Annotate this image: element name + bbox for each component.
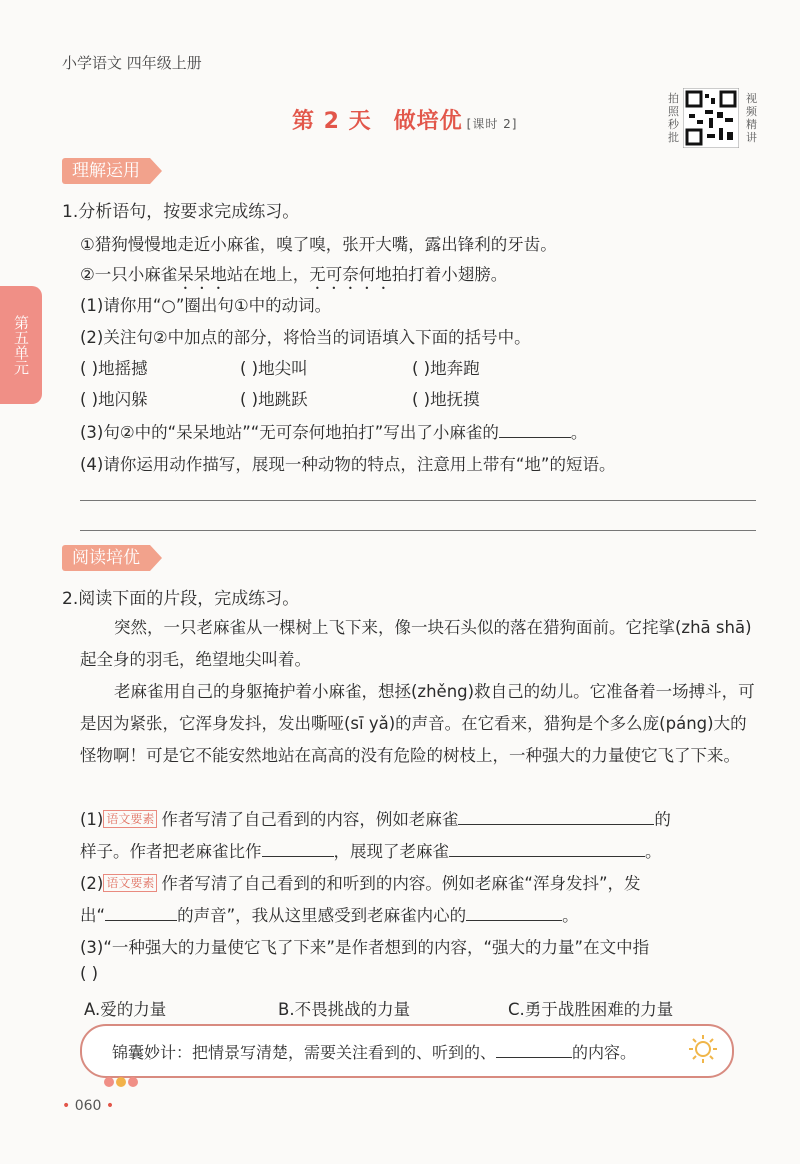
- word-row-1c[interactable]: ( )地奔跑: [412, 359, 480, 378]
- s2-mid: 站在地上，: [226, 265, 310, 284]
- passage-para-2: 老麻雀用自己的身躯掩护着小麻雀，想拯(zhěng)救自己的幼儿。它准备着一场搏斗，可是因为紧张，它浑身发抖，发出嘶哑(sī yǎ)的声音。在它看来，猎狗是个多么庞(páng)大的怪物啊！可是它不能安然地站在高高的没有危险的树枝上，一种强大的力量使它飞了下来。: [80, 682, 755, 765]
- q2-sub-2: [80, 870, 641, 894]
- tip-text: [112, 1040, 636, 1063]
- option-b[interactable]: B.不畏挑战的力量: [278, 1000, 411, 1019]
- sub2-text-c: 的声音”，我从这里感受到老麻雀内心的: [177, 906, 467, 925]
- tip-pre: 锦囊妙计：把情景写清楚，需要关注看到的、听到的、: [112, 1043, 497, 1062]
- p3-end: 。: [570, 423, 588, 442]
- answer-blank[interactable]: [499, 421, 571, 438]
- word-row-1b[interactable]: ( )地尖叫: [240, 359, 308, 378]
- word-row-2a[interactable]: ( )地闪躲: [80, 390, 148, 409]
- s2-dotted-2: 无可奈何地: [309, 265, 392, 284]
- qr-left-caption: 拍照秒批: [668, 92, 679, 144]
- sub2-text-d: 。: [562, 906, 579, 925]
- q2-sub-3-paren[interactable]: ( ): [80, 964, 99, 983]
- sub1-text-c: 样子。作者把老麻雀比作: [80, 842, 262, 861]
- s2-pre: ②一只小麻雀: [80, 265, 178, 284]
- answer-blank[interactable]: [449, 840, 645, 857]
- q1-sentence-2: [80, 261, 507, 293]
- page-title: [292, 104, 517, 135]
- q1-stem: 1.分析语句，按要求完成练习。: [62, 202, 300, 222]
- decor-dots: [104, 1072, 140, 1091]
- q2-stem: 2.阅读下面的片段，完成练习。: [62, 589, 300, 609]
- sub1-text-e: 。: [645, 842, 662, 861]
- word-row-2b[interactable]: ( )地跳跃: [240, 390, 308, 409]
- tip-post: 的内容。: [572, 1043, 637, 1062]
- word-row-2c[interactable]: ( )地抚摸: [412, 390, 480, 409]
- sub2-text-a: 作者写清了自己看到的和听到的内容。例如老麻雀“浑身发抖”，发: [161, 874, 641, 893]
- sub1-text-d: ，展现了老麻雀: [333, 842, 449, 861]
- option-a[interactable]: A.爱的力量: [84, 1000, 167, 1019]
- element-tag: 语文要素: [103, 874, 157, 892]
- sub1-text-a: 作者写清了自己看到的内容，例如老麻雀: [161, 810, 459, 829]
- sun-icon: [688, 1034, 718, 1064]
- sub1-num: (1): [80, 810, 104, 829]
- sub2-num: (2): [80, 874, 104, 893]
- day-label: 第 2 天: [292, 109, 372, 134]
- qr-code-icon[interactable]: [683, 88, 739, 148]
- sub1-text-b: 的: [654, 810, 671, 829]
- q1-part-3: [80, 419, 587, 443]
- answer-blank[interactable]: [458, 808, 654, 825]
- section-reading: 阅读培优: [62, 545, 150, 571]
- lesson-label: [课时 2]: [466, 117, 518, 131]
- p3-text: (3)句②中的“呆呆地站”“无可奈何地拍打”写出了小麻雀的: [80, 423, 499, 442]
- topic-label: 做培优: [393, 109, 463, 134]
- element-tag: 语文要素: [103, 810, 157, 828]
- answer-blank[interactable]: [466, 904, 562, 921]
- sub2-text-b: 出“: [80, 906, 106, 925]
- book-header: 小学语文 四年级上册: [62, 54, 202, 72]
- page-number: • 060 •: [62, 1098, 115, 1114]
- answer-blank[interactable]: [496, 1041, 572, 1058]
- q1-part-1: (1)请你用“○”圈出句①中的动词。: [80, 296, 332, 315]
- answer-blank[interactable]: [105, 904, 177, 921]
- q1-sentence-1: ①猎狗慢慢地走近小麻雀，嗅了嗅，张开大嘴，露出锋利的牙齿。: [80, 235, 557, 254]
- unit-side-tab: 第五单元: [0, 286, 42, 404]
- page-number-value: 060: [74, 1098, 102, 1114]
- qr-right-caption: 视频精讲: [746, 92, 757, 144]
- option-c[interactable]: C.勇于战胜困难的力量: [508, 1000, 674, 1019]
- q1-part-2: (2)关注句②中加点的部分，将恰当的词语填入下面的括号中。: [80, 328, 531, 347]
- answer-blank[interactable]: [262, 840, 334, 857]
- answer-line-2[interactable]: [80, 530, 756, 531]
- s2-post: 拍打着小翅膀。: [391, 265, 508, 284]
- q1-part-4: (4)请你运用动作描写，展现一种动物的特点，注意用上带有“地”的短语。: [80, 455, 616, 474]
- s2-dotted-1: 呆呆地: [177, 265, 227, 284]
- tip-box: [80, 1024, 734, 1078]
- q2-sub-1-cont: [80, 838, 662, 862]
- passage-para-1: 突然，一只老麻雀从一棵树上飞下来，像一块石头似的落在猎狗面前。它挓挲(zhā shā)起全身的羽毛，绝望地尖叫着。: [80, 618, 752, 669]
- section-understand: 理解运用: [62, 158, 150, 184]
- word-row-1a[interactable]: ( )地摇撼: [80, 359, 148, 378]
- answer-line-1[interactable]: [80, 500, 756, 501]
- q2-sub-3: (3)“一种强大的力量使它飞了下来”是作者想到的内容，“强大的力量”在文中指: [80, 938, 650, 957]
- q2-sub-2-cont: [80, 902, 579, 926]
- q2-sub-1: [80, 806, 671, 830]
